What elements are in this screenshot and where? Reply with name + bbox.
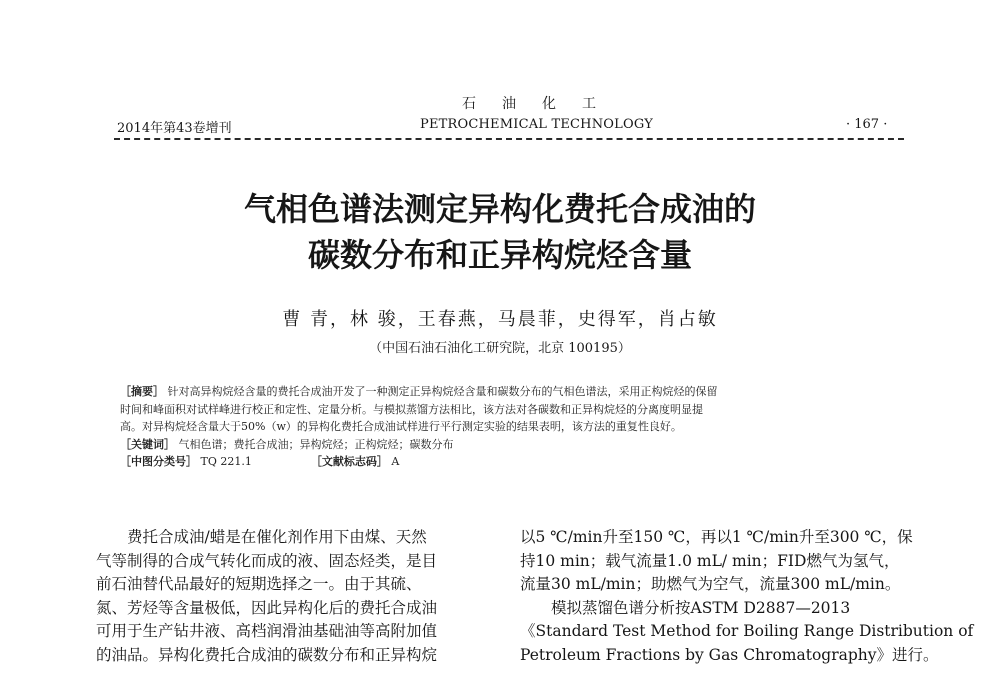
classification-line	[120, 453, 880, 471]
body-line: 模拟蒸馏色谱分析按ASTM D2887—2013	[551, 598, 851, 617]
body-line: 《Standard Test Method for Boiling Range Distribution of	[520, 622, 974, 640]
body-line: 流量30 mL/min；助燃气为空气，流量300 mL/min。	[520, 575, 901, 593]
header-rule	[114, 138, 904, 140]
abstract-line-1	[120, 383, 880, 401]
body-column-left	[96, 526, 492, 667]
abstract-line-2: 时间和峰面积对试样峰进行校正和定性、定量分析。与模拟蒸馏方法相比，该方法对各碳数和正异构烷烃的分离度明显提	[120, 402, 703, 416]
body-line: 持10 min；载气流量1.0 mL/ min；FID燃气为氢气，	[520, 551, 900, 570]
title-line-2: 碳数分布和正异构烷烃含量	[307, 236, 692, 274]
affiliation: （中国石油石油化工研究院，北京 100195）	[369, 341, 631, 356]
keywords-label: ［关键词］	[120, 437, 175, 451]
clc-value: TQ 221.1	[200, 455, 252, 468]
doc-code-value: A	[391, 455, 400, 468]
article-title	[0, 186, 1000, 278]
body-line: 氮、芳烃等含量极低，因此异构化后的费托合成油	[96, 598, 438, 617]
body-line: 费托合成油/蜡是在催化剂作用下由煤、天然	[127, 528, 427, 546]
abstract-line-3: 高。对异构烷烃含量大于50%（w）的异构化费托合成油试样进行平行测定实验的结果表明，该方法的重复性良好。	[120, 420, 682, 433]
body-line: Petroleum Fractions by Gas Chromatography》进行。	[520, 645, 939, 664]
body-line: 以5 ℃/min升至150 ℃，再以1 ℃/min升至300 ℃，保	[520, 528, 913, 546]
author-list: 曹 青，林 骏，王春燕，马晨菲，史得军，肖占敏	[282, 309, 718, 330]
keywords-line	[120, 436, 880, 454]
title-line-1: 气相色谱法测定异构化费托合成油的	[243, 190, 756, 228]
body-line: 前石油替代品最好的短期选择之一。由于其硫、	[96, 575, 422, 593]
issue-label: 2014年第43卷增刊	[117, 121, 232, 136]
body-column-right	[520, 526, 974, 667]
doc-code-label: ［文献标志码］	[310, 455, 388, 468]
journal-name-en: PETROCHEMICAL TECHNOLOGY	[420, 117, 653, 132]
page-number: · 167 ·	[846, 117, 888, 132]
abstract-text: 针对高异构烷烃含量的费托合成油开发了一种测定正异构烷烃含量和碳数分布的气相色谱法，采用正构烷烃的保留	[167, 385, 718, 398]
keywords-text: 气相色谱；费托合成油；异构烷烃；正构烷烃；碳数分布	[178, 437, 454, 451]
body-line: 气等制得的合成气转化而成的液、固态烃类，是目	[96, 551, 438, 570]
abstract-label: ［摘要］	[120, 385, 164, 398]
body-line: 可用于生产钻井液、高档润滑油基础油等高附加值	[96, 622, 438, 640]
clc-label: ［中图分类号］	[120, 455, 197, 468]
abstract-block	[120, 383, 880, 471]
journal-name-cn: 石油化工	[462, 96, 622, 112]
body-line: 的油品。异构化费托合成油的碳数分布和正异构烷	[96, 645, 438, 664]
